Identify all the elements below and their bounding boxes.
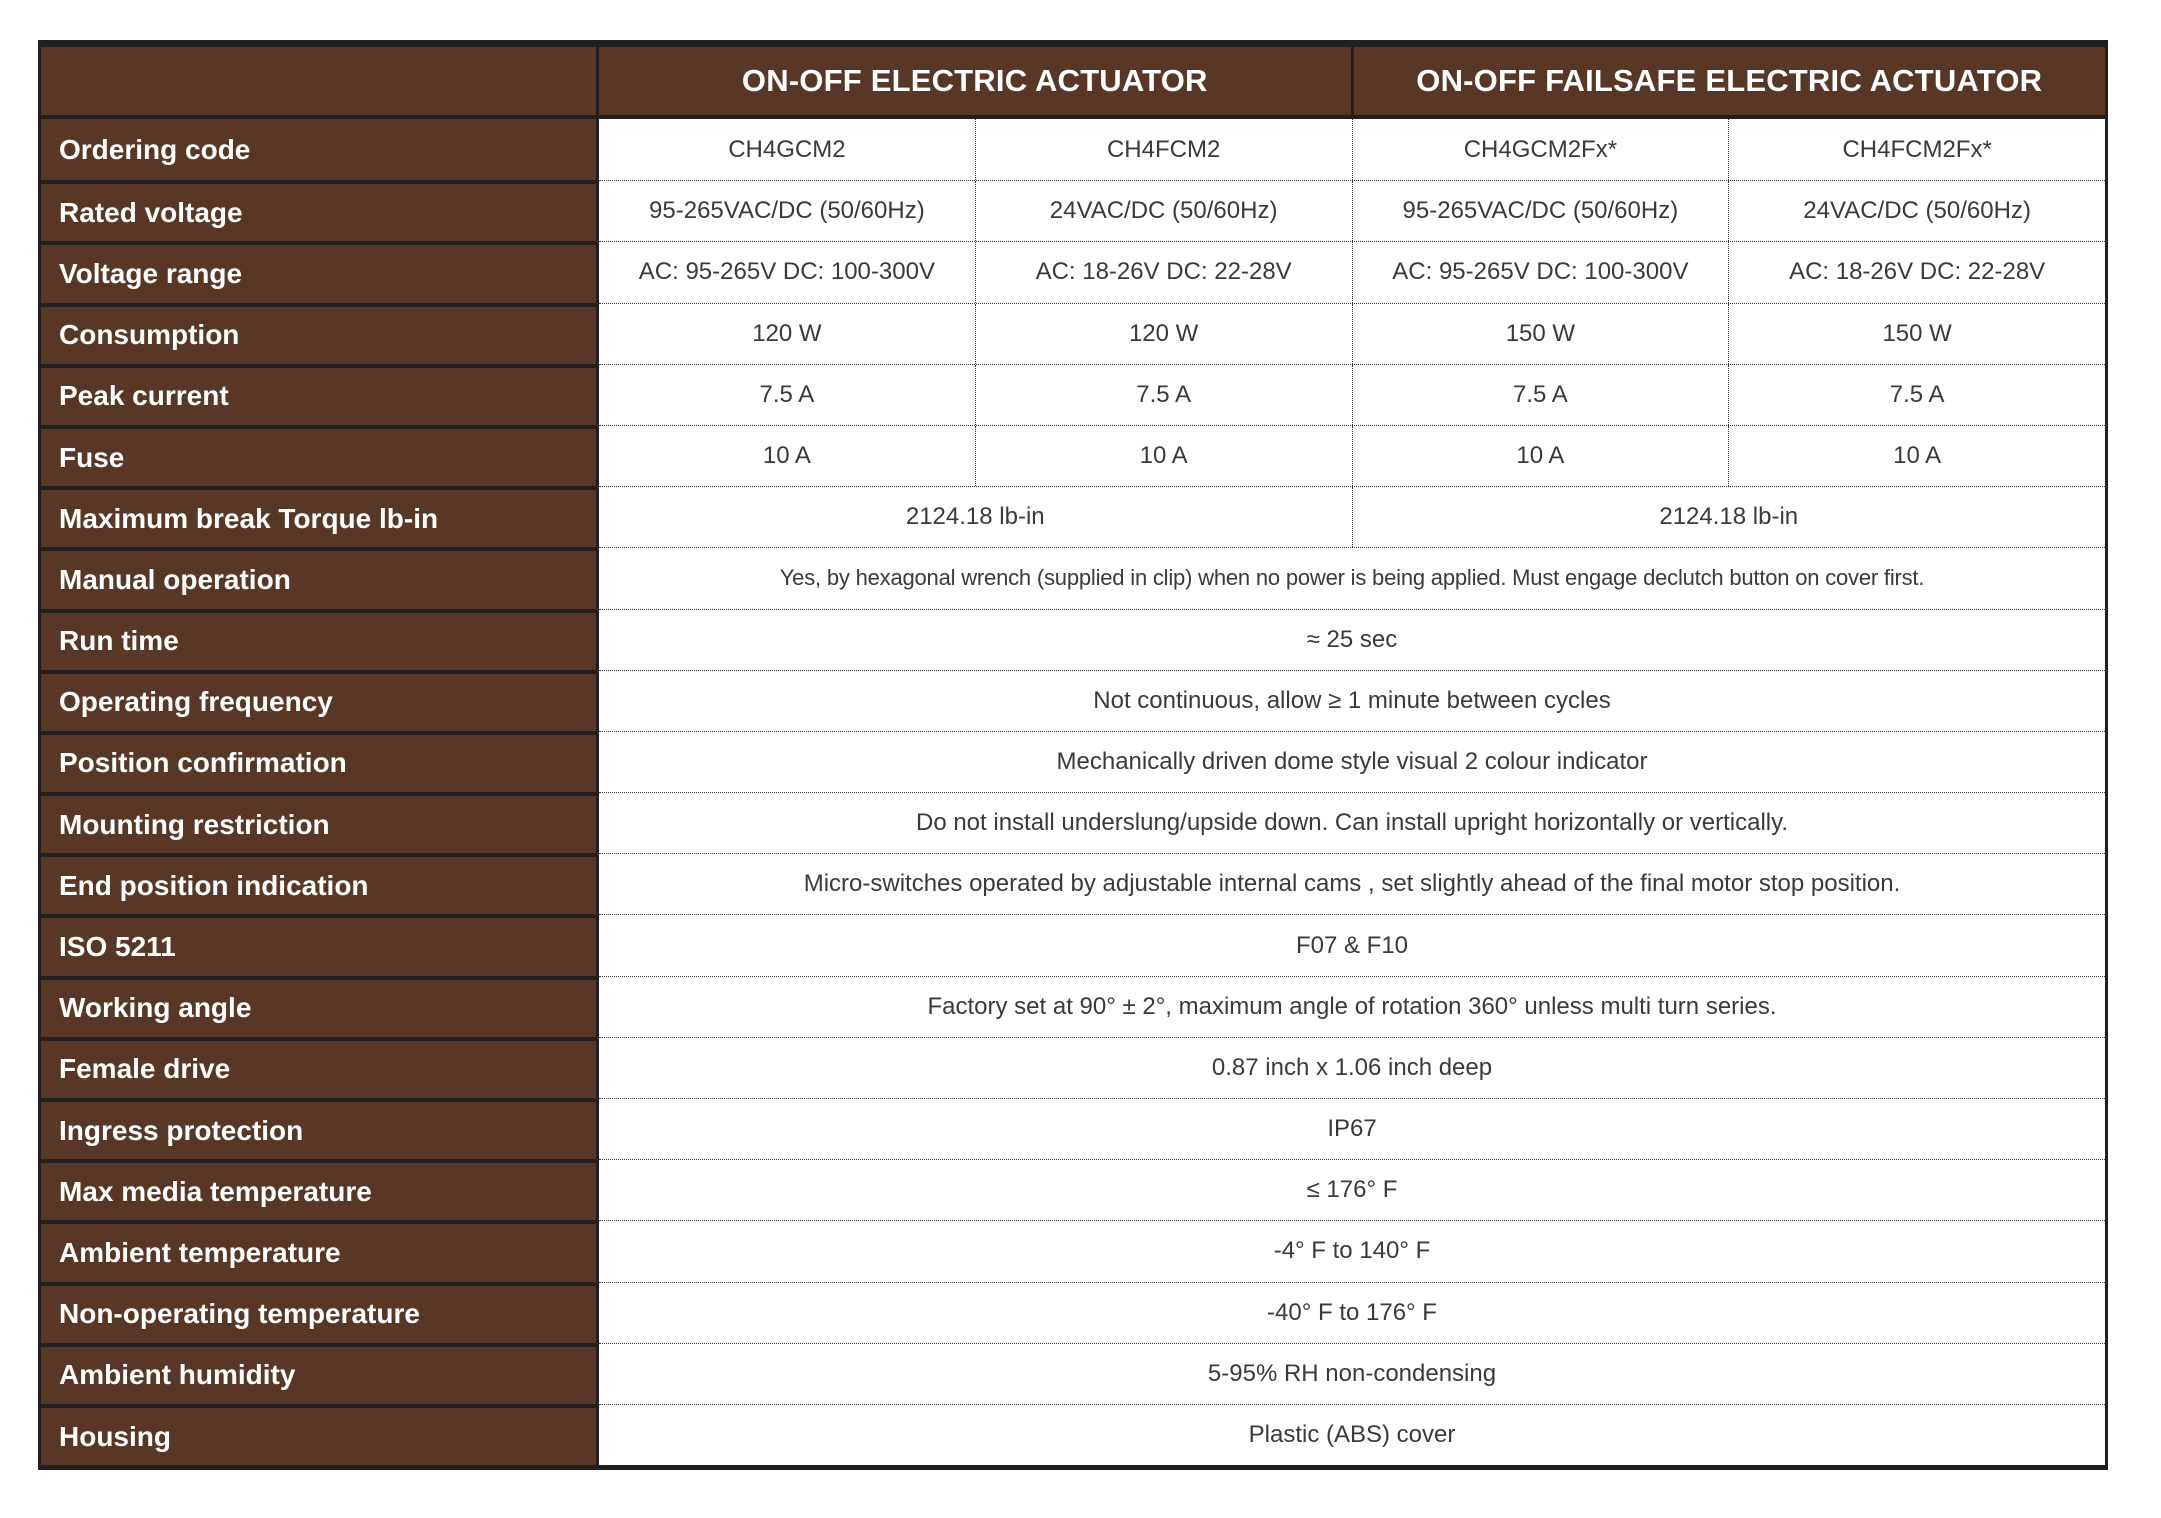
spec-cell: AC: 95-265V DC: 100-300V bbox=[1352, 242, 1729, 302]
spec-cell: Not continuous, allow ≥ 1 minute between cycles bbox=[1093, 686, 1611, 714]
row-iso-5211 bbox=[41, 914, 2105, 975]
row-label: Female drive bbox=[41, 1037, 599, 1098]
spec-cell: 120 W bbox=[752, 319, 822, 347]
spec-cell: 2124.18 lb-in bbox=[905, 503, 1045, 531]
spec-cell: 7.5 A bbox=[759, 380, 815, 408]
row-label: Max media temperature bbox=[41, 1159, 599, 1220]
row-label: End position indication bbox=[41, 853, 599, 914]
spec-cell: AC: 95-265V DC: 100-300V bbox=[638, 258, 935, 286]
spec-cell: 95-265VAC/DC (50/60Hz) bbox=[1352, 181, 1729, 241]
spec-cell: 24VAC/DC (50/60Hz) bbox=[975, 181, 1352, 241]
spec-cell: 2124.18 lb-in bbox=[1352, 487, 2106, 547]
spec-cell: CH4GCM2Fx* bbox=[1352, 119, 1729, 180]
row-label: Run time bbox=[41, 609, 599, 670]
row-manual-operation bbox=[41, 547, 2105, 608]
row-working-angle bbox=[41, 976, 2105, 1037]
row-rated-voltage bbox=[41, 180, 2105, 241]
row-label: Rated voltage bbox=[41, 180, 599, 241]
spec-cell: 150 W bbox=[1728, 304, 2105, 364]
spec-cell: 10 A bbox=[1728, 426, 2105, 486]
row-peak-current bbox=[41, 364, 2105, 425]
spec-cell: 7.5 A bbox=[1728, 365, 2105, 425]
spec-cell: 0.87 inch x 1.06 inch deep bbox=[1211, 1053, 1493, 1081]
row-consumption bbox=[41, 303, 2105, 364]
row-max-media-temperature bbox=[41, 1159, 2105, 1220]
header-group-onoff-electric: ON-OFF ELECTRIC ACTUATOR bbox=[741, 63, 1208, 98]
row-label: Voltage range bbox=[41, 241, 599, 302]
row-fuse bbox=[41, 425, 2105, 486]
spec-cell: 24VAC/DC (50/60Hz) bbox=[1728, 181, 2105, 241]
header-group-onoff-failsafe: ON-OFF FAILSAFE ELECTRIC ACTUATOR bbox=[1351, 47, 2106, 115]
spec-cell: Factory set at 90° ± 2°, maximum angle of rotation 360° unless multi turn series. bbox=[927, 992, 1777, 1020]
spec-cell: CH4GCM2 bbox=[728, 135, 846, 163]
row-label: ISO 5211 bbox=[41, 914, 599, 975]
spec-cell: -40° F to 176° F bbox=[1267, 1298, 1437, 1326]
spec-cell: IP67 bbox=[1327, 1115, 1377, 1143]
spec-cell: 10 A bbox=[762, 442, 811, 470]
row-label: Peak current bbox=[41, 364, 599, 425]
spec-cell: CH4FCM2 bbox=[975, 119, 1352, 180]
header-corner-cell bbox=[41, 47, 599, 115]
spec-cell: 10 A bbox=[1352, 426, 1729, 486]
spec-cell: AC: 18-26V DC: 22-28V bbox=[975, 242, 1352, 302]
spec-cell: AC: 18-26V DC: 22-28V bbox=[1728, 242, 2105, 302]
row-label: Fuse bbox=[41, 425, 599, 486]
spec-cell: Yes, by hexagonal wrench (supplied in clip) when no power is being applied. Must engage declutch button on cover first. bbox=[779, 565, 1925, 591]
row-label: Consumption bbox=[41, 303, 599, 364]
row-label: Operating frequency bbox=[41, 670, 599, 731]
row-label: Manual operation bbox=[41, 547, 599, 608]
row-mounting-restriction bbox=[41, 792, 2105, 853]
spec-cell: 150 W bbox=[1352, 304, 1729, 364]
row-ingress-protection bbox=[41, 1098, 2105, 1159]
actuator-spec-table bbox=[38, 40, 2108, 1470]
spec-cell: Mechanically driven dome style visual 2 colour indicator bbox=[1056, 747, 1648, 775]
spec-cell: 7.5 A bbox=[1352, 365, 1729, 425]
spec-cell: CH4FCM2Fx* bbox=[1728, 119, 2105, 180]
spec-cell: ≤ 176° F bbox=[1306, 1176, 1398, 1204]
row-label: Ambient humidity bbox=[41, 1343, 599, 1404]
row-operating-frequency bbox=[41, 670, 2105, 731]
spec-cell: Micro-switches operated by adjustable internal cams , set slightly ahead of the final motor stop position. bbox=[803, 870, 1901, 898]
row-voltage-range bbox=[41, 241, 2105, 302]
row-label: Maximum break Torque lb-in bbox=[41, 486, 599, 547]
row-label: Non-operating temperature bbox=[41, 1282, 599, 1343]
spec-cell: F07 & F10 bbox=[1295, 931, 1409, 959]
spec-cell: 10 A bbox=[975, 426, 1352, 486]
row-label: Ordering code bbox=[41, 119, 599, 180]
spec-cell: Plastic (ABS) cover bbox=[1248, 1421, 1456, 1449]
row-ordering-code bbox=[41, 119, 2105, 180]
spec-cell: -4° F to 140° F bbox=[1273, 1237, 1431, 1265]
spec-cell: ≈ 25 sec bbox=[1306, 625, 1398, 653]
row-housing bbox=[41, 1404, 2105, 1465]
row-label: Ambient temperature bbox=[41, 1220, 599, 1281]
row-female-drive bbox=[41, 1037, 2105, 1098]
row-label: Position confirmation bbox=[41, 731, 599, 792]
spec-cell: 120 W bbox=[975, 304, 1352, 364]
table-header-row bbox=[41, 47, 2105, 119]
row-end-position-indication bbox=[41, 853, 2105, 914]
row-non-operating-temperature bbox=[41, 1282, 2105, 1343]
spec-cell: 95-265VAC/DC (50/60Hz) bbox=[649, 197, 925, 225]
row-label: Housing bbox=[41, 1404, 599, 1465]
row-max-break-torque bbox=[41, 486, 2105, 547]
row-position-confirmation bbox=[41, 731, 2105, 792]
row-label: Ingress protection bbox=[41, 1098, 599, 1159]
row-label: Working angle bbox=[41, 976, 599, 1037]
row-ambient-humidity bbox=[41, 1343, 2105, 1404]
spec-cell: Do not install underslung/upside down. Can install upright horizontally or vertically. bbox=[915, 809, 1788, 837]
row-run-time bbox=[41, 609, 2105, 670]
row-ambient-temperature bbox=[41, 1220, 2105, 1281]
row-label: Mounting restriction bbox=[41, 792, 599, 853]
spec-cell: 7.5 A bbox=[975, 365, 1352, 425]
spec-cell: 5-95% RH non-condensing bbox=[1207, 1359, 1497, 1387]
